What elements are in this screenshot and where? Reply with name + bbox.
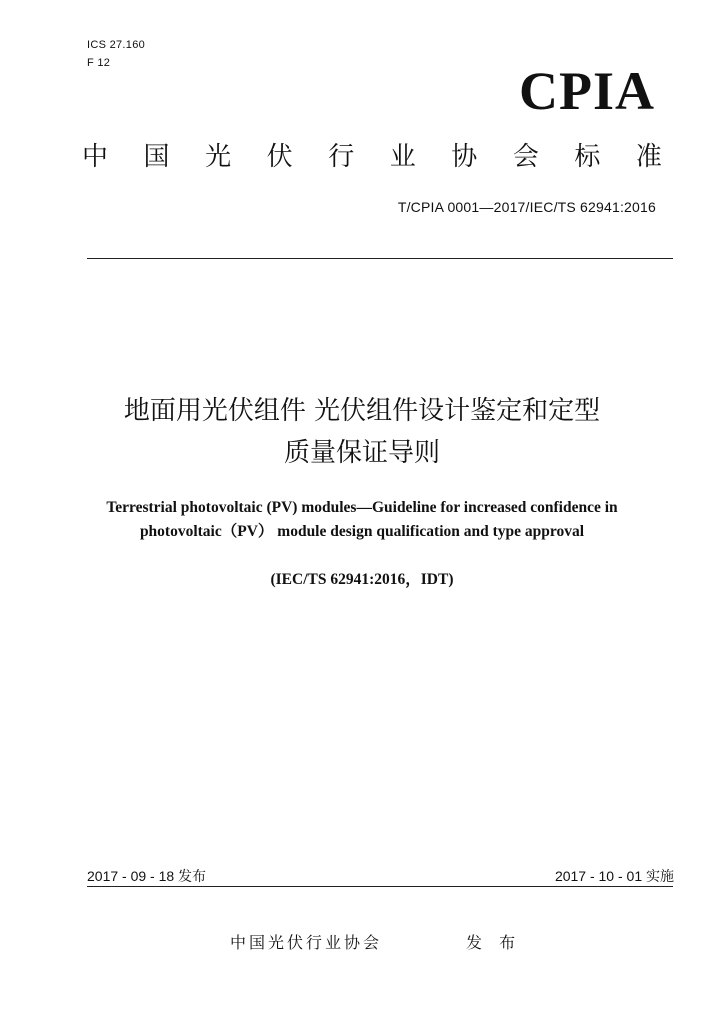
heading-char: 光 [205, 142, 232, 172]
heading-char: 会 [512, 142, 539, 172]
heading-char: 国 [143, 142, 170, 172]
adoption-note: (IEC/TS 62941:2016，IDT) [270, 571, 454, 588]
header-divider [87, 258, 673, 259]
heading-char: 准 [635, 142, 662, 172]
ics-code: ICS 27.160 [87, 39, 146, 51]
chinese-title-line-2: 质量保证导则 [283, 438, 440, 468]
heading-char: 协 [451, 142, 478, 172]
heading-char: 行 [328, 142, 355, 172]
standard-number: T/CPIA 0001—2017/IEC/TS 62941:2016 [397, 199, 656, 215]
heading-char: 中 [82, 142, 109, 172]
heading-char: 业 [389, 142, 416, 172]
english-title-line-2: photovoltaic（PV） module design qualification and type approval [139, 523, 585, 540]
english-title-line-1: Terrestrial photovoltaic (PV) modules—Guideline for increased confidence in [106, 499, 618, 516]
heading-char: 伏 [266, 142, 293, 172]
organization-standard-heading [82, 140, 662, 174]
cpia-logo: CPIA [519, 61, 655, 121]
chinese-title-line-1: 地面用光伏组件 光伏组件设计鉴定和定型 [123, 396, 601, 426]
publish-label: 发 布 [466, 933, 522, 952]
publisher-name: 中国光伏行业协会 [230, 933, 383, 952]
implementation-date: 2017 - 10 - 01 实施 [554, 868, 674, 884]
footer-divider [87, 886, 673, 887]
heading-char: 标 [574, 142, 601, 172]
issue-date: 2017 - 09 - 18 发布 [87, 868, 207, 884]
ccs-code: F 12 [87, 57, 111, 69]
